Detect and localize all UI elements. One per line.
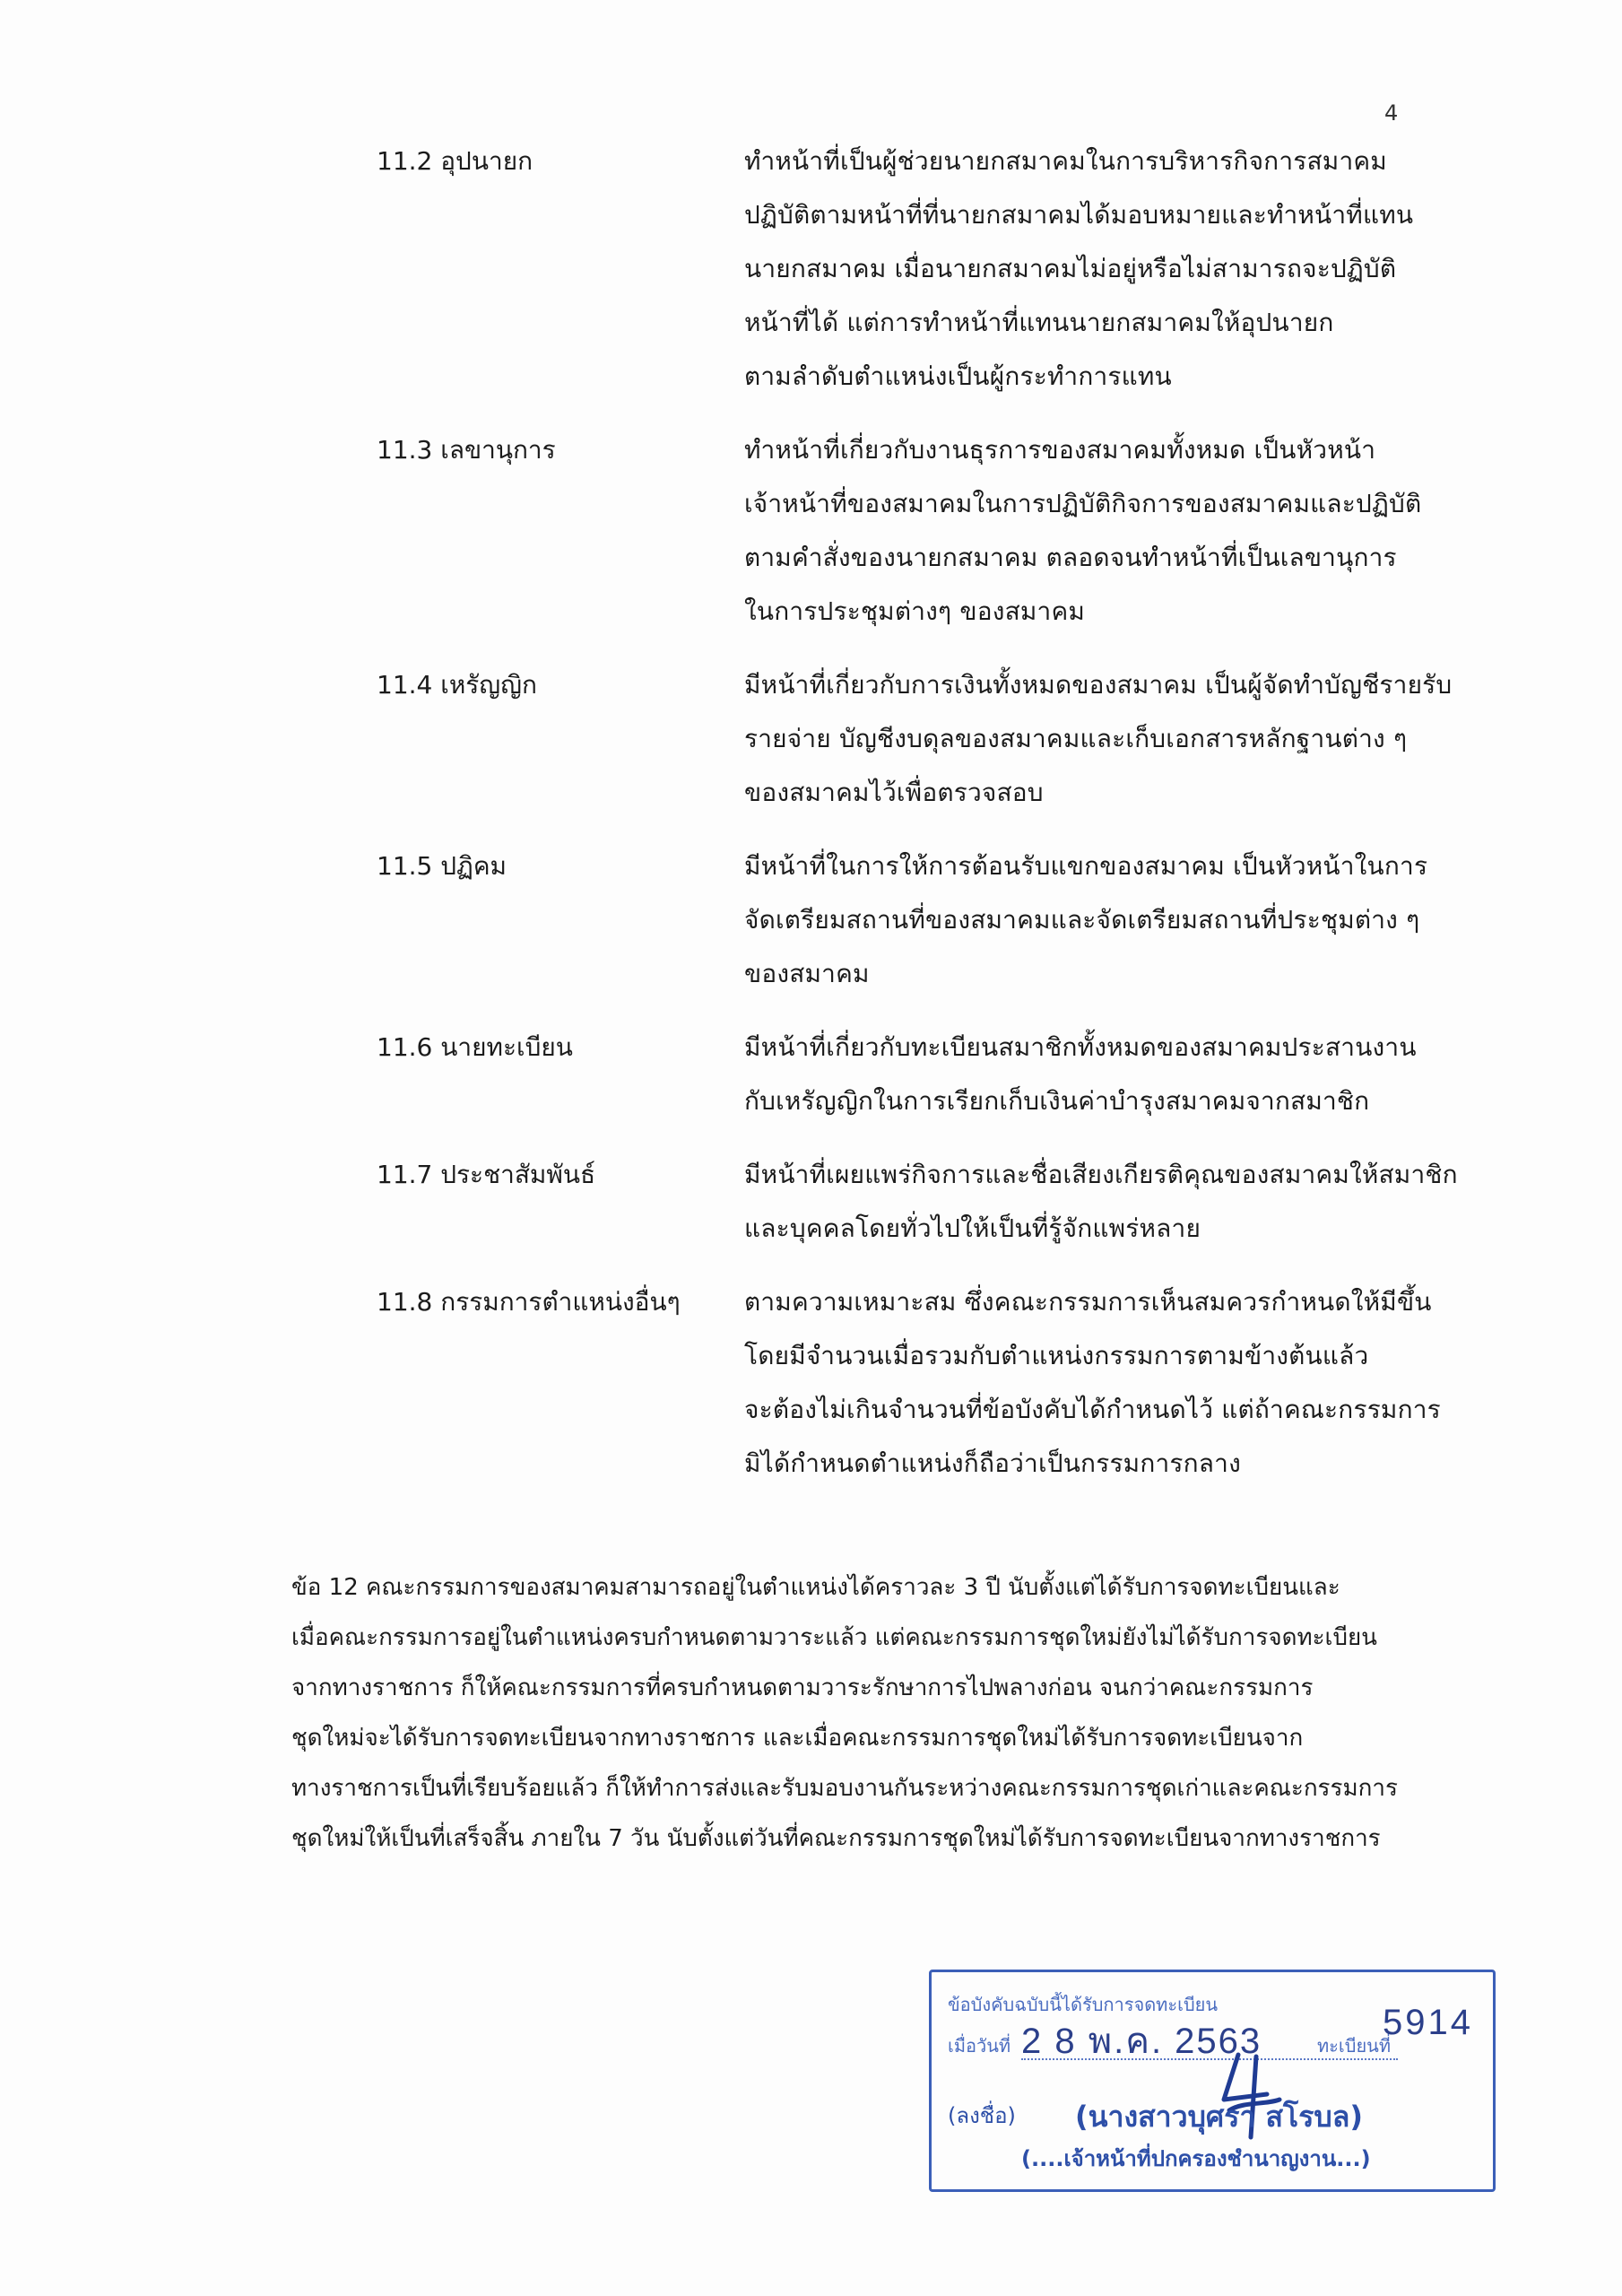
officer-public-relations bbox=[377, 1148, 1506, 1256]
officer-title: 11.7 ประชาสัมพันธ์ bbox=[377, 1160, 596, 1189]
officer-duty bbox=[744, 135, 1506, 404]
paragraph-line: ชุดใหม่ให้เป็นที่เสร็จสิ้น ภายใน 7 วัน นับตั้งแต่วันที่คณะกรรมการชุดใหม่ได้รับการจดทะเบียนจากทางราชการ bbox=[291, 1825, 1381, 1852]
officer-duty bbox=[744, 1148, 1506, 1256]
officer-vice-president bbox=[377, 135, 1506, 404]
duty-line: ของสมาคม bbox=[744, 959, 870, 988]
duty-line: ทำหน้าที่เกี่ยวกับงานธุรการของสมาคมทั้งหมด เป็นหัวหน้า bbox=[744, 435, 1376, 465]
officer-duty bbox=[744, 1021, 1506, 1128]
officer-title: 11.6 นายทะเบียน bbox=[377, 1032, 573, 1062]
stamp-date-label: เมื่อวันที่ bbox=[948, 2035, 1011, 2057]
officer-title: 11.3 เลขานุการ bbox=[377, 435, 556, 465]
paragraph-line: ทางราชการเป็นที่เรียบร้อยแล้ว ก็ให้ทำการส่งและรับมอบงานกันระหว่างคณะกรรมการชุดเก่าและคณะกรรมการ bbox=[291, 1775, 1398, 1802]
paragraph-line: ชุดใหม่จะได้รับการจดทะเบียนจากทางราชการ และเมื่อคณะกรรมการชุดใหม่ได้รับการจดทะเบียนจาก bbox=[291, 1725, 1304, 1752]
officer-title: 11.5 ปฏิคม bbox=[377, 851, 507, 881]
officer-receptionist bbox=[377, 839, 1506, 1001]
duty-line: ปฏิบัติตามหน้าที่ที่นายกสมาคมได้มอบหมายและทำหน้าที่แทน bbox=[744, 200, 1414, 230]
paragraph-line: จากทางราชการ ก็ให้คณะกรรมการที่ครบกำหนดตามวาระรักษาการไปพลางก่อน จนกว่าคณะกรรมการ bbox=[291, 1674, 1314, 1701]
duty-line: มิได้กำหนดตำแหน่งก็ถือว่าเป็นกรรมการกลาง bbox=[744, 1448, 1241, 1478]
stamp-date: 2 8 พ.ค. 2563 bbox=[1021, 2022, 1262, 2061]
officer-title: 11.2 อุปนายก bbox=[377, 146, 533, 176]
officer-duty bbox=[744, 1275, 1506, 1491]
duty-line: ตามคำสั่งของนายกสมาคม ตลอดจนทำหน้าที่เป็นเลขานุการ bbox=[744, 543, 1397, 572]
registration-stamp bbox=[929, 1970, 1496, 2192]
duty-line: กับเหรัญญิกในการเรียกเก็บเงินค่าบำรุงสมาคมจากสมาชิก bbox=[744, 1086, 1370, 1116]
officer-title: 11.8 กรรมการตำแหน่งอื่นๆ bbox=[377, 1287, 681, 1317]
paragraph-line: เมื่อคณะกรรมการอยู่ในตำแหน่งครบกำหนดตามวาระแล้ว แต่คณะกรรมการชุดใหม่ยังไม่ได้รับการจดทะเบียน bbox=[291, 1624, 1377, 1651]
duty-line: มีหน้าที่เผยแพร่กิจการและชื่อเสียงเกียรติคุณของสมาคมให้สมาชิก bbox=[744, 1160, 1458, 1189]
stamp-sign-label: (ลงชื่อ) bbox=[948, 2103, 1016, 2128]
stamp-header-text: ข้อบังคับฉบับนี้ได้รับการจดทะเบียน bbox=[948, 1994, 1219, 2015]
officer-duty bbox=[744, 839, 1506, 1001]
duty-line: รายจ่าย บัญชีงบดุลของสมาคมและเก็บเอกสารหลักฐานต่าง ๆ bbox=[744, 724, 1408, 753]
officer-duties-list bbox=[377, 135, 1506, 1510]
duty-line: นายกสมาคม เมื่อนายกสมาคมไม่อยู่หรือไม่สามารถจะปฏิบัติ bbox=[744, 254, 1397, 283]
stamp-signer-name: (นางสาวบุศรา สโรบล) bbox=[1075, 2100, 1363, 2134]
page-number: 4 bbox=[1384, 100, 1399, 126]
duty-line: มีหน้าที่เกี่ยวกับทะเบียนสมาชิกทั้งหมดของสมาคมประสานงาน bbox=[744, 1032, 1417, 1062]
duty-line: ทำหน้าที่เป็นผู้ช่วยนายกสมาคมในการบริหารกิจการสมาคม bbox=[744, 146, 1387, 176]
officer-secretary bbox=[377, 423, 1506, 639]
stamp-signer-position: (....เจ้าหน้าที่ปกครองชำนาญงาน...) bbox=[1021, 2146, 1371, 2171]
stamp-regno-label: ทะเบียนที่ bbox=[1317, 2035, 1392, 2057]
article-12-paragraph bbox=[291, 1562, 1502, 1864]
duty-line: ในการประชุมต่างๆ ของสมาคม bbox=[744, 596, 1086, 626]
stamp-registration-number: 5914 bbox=[1383, 2003, 1473, 2042]
duty-line: จัดเตรียมสถานที่ของสมาคมและจัดเตรียมสถานที่ประชุมต่าง ๆ bbox=[744, 905, 1420, 935]
duty-line: เจ้าหน้าที่ของสมาคมในการปฏิบัติกิจการของสมาคมและปฏิบัติ bbox=[744, 489, 1422, 518]
officer-treasurer bbox=[377, 658, 1506, 820]
duty-line: ของสมาคมไว้เพื่อตรวจสอบ bbox=[744, 778, 1044, 807]
officer-registrar bbox=[377, 1021, 1506, 1128]
duty-line: มีหน้าที่เกี่ยวกับการเงินทั้งหมดของสมาคม เป็นผู้จัดทำบัญชีรายรับ bbox=[744, 670, 1453, 700]
paragraph-line: ข้อ 12 คณะกรรมการของสมาคมสามารถอยู่ในตำแหน่งได้คราวละ 3 ปี นับตั้งแต่ได้รับการจดทะเบียนและ bbox=[291, 1574, 1340, 1601]
officer-title: 11.4 เหรัญญิก bbox=[377, 670, 537, 700]
duty-line: ตามลำดับตำแหน่งเป็นผู้กระทำการแทน bbox=[744, 361, 1172, 391]
duty-line: และบุคคลโดยทั่วไปให้เป็นที่รู้จักแพร่หลาย bbox=[744, 1213, 1201, 1243]
officer-other-positions bbox=[377, 1275, 1506, 1491]
duty-line: หน้าที่ได้ แต่การทำหน้าที่แทนนายกสมาคมให้อุปนายก bbox=[744, 308, 1334, 337]
duty-line: ตามความเหมาะสม ซึ่งคณะกรรมการเห็นสมควรกำหนดให้มีขึ้น bbox=[744, 1287, 1432, 1317]
duty-line: จะต้องไม่เกินจำนวนที่ข้อบังคับได้กำหนดไว้ แต่ถ้าคณะกรรมการ bbox=[744, 1395, 1441, 1424]
duty-line: โดยมีจำนวนเมื่อรวมกับตำแหน่งกรรมการตามข้างต้นแล้ว bbox=[744, 1341, 1369, 1370]
officer-duty bbox=[744, 423, 1506, 639]
duty-line: มีหน้าที่ในการให้การต้อนรับแขกของสมาคม เป็นหัวหน้าในการ bbox=[744, 851, 1428, 881]
officer-duty bbox=[744, 658, 1506, 820]
